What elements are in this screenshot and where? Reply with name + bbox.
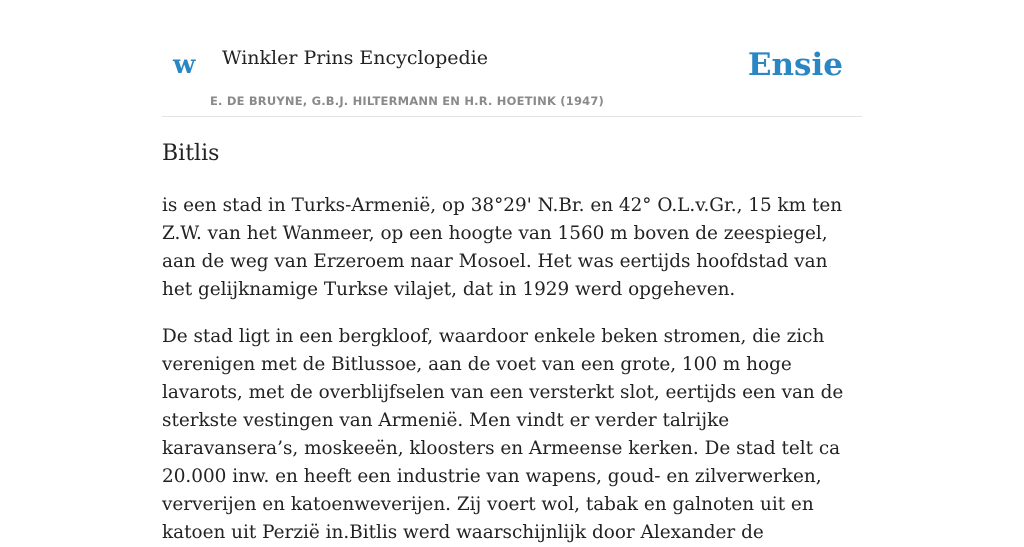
article-paragraph: is een stad in Turks-Armenië, op 38°29' N.Br. en 42° O.L.v.Gr., 15 km ten Z.W. van het Wanmeer, op een hoogte van 1560 m boven de zeespiegel, aan de weg van Erzeroem naar Mosoel. Het was eertijds hoofdstad van het gelijknamige Turkse vilajet, dat in 1929 werd opgeheven. bbox=[162, 195, 843, 300]
site-title[interactable]: Winkler Prins Encyclopedie bbox=[222, 47, 488, 69]
ensie-brand-link[interactable]: Ensie bbox=[747, 47, 843, 83]
site-header bbox=[162, 0, 862, 117]
winkler-prins-logo[interactable]: w bbox=[173, 50, 196, 80]
article bbox=[162, 138, 862, 547]
article-title: Bitlis bbox=[162, 141, 220, 166]
site-authors: E. DE BRUYNE, G.B.J. HILTERMANN EN H.R. HOETINK (1947) bbox=[210, 94, 605, 108]
article-paragraph: De stad ligt in een bergkloof, waardoor enkele beken stromen, die zich verenigen met de Bitlussoe, aan de voet van een grote, 100 m hoge lavarots, met de overblijfselen van een versterkt slot, eertijds een van de sterkste vestingen van Armenië. Men vindt er verder talrijke karavansera’s, moskeeën, kloosters en Armeense kerken. De stad telt ca 20.000 inw. en heeft een industrie van wapens, goud- en zilverwerken, ververijen en katoenweverijen. Zij voert wol, tabak en galnoten uit en katoen uit Perzië in.Bitlis werd waarschijnlijk door Alexander de bbox=[162, 326, 844, 543]
